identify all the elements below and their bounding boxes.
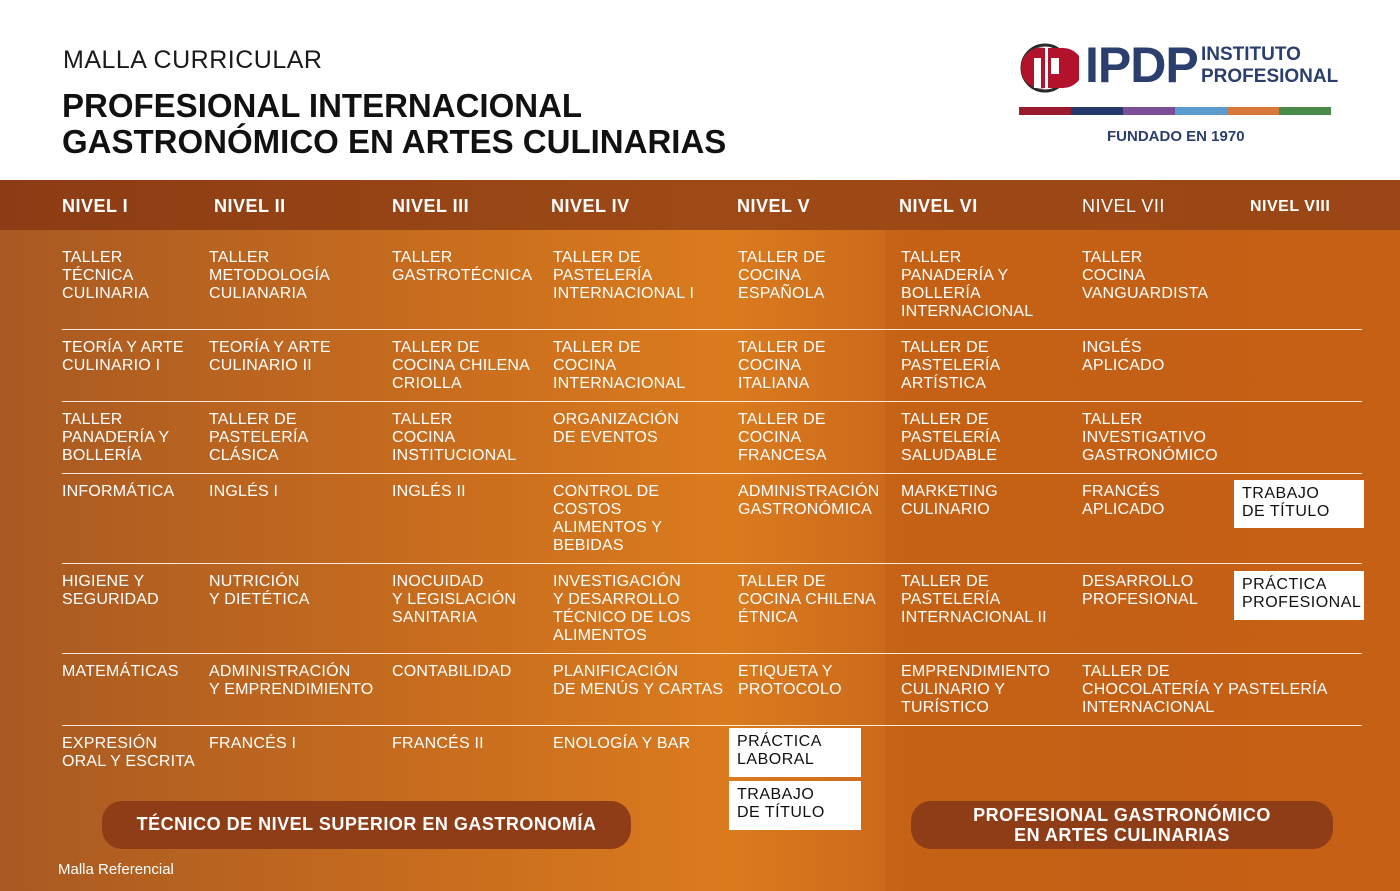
course-line: DE MENÚS Y CARTAS bbox=[553, 681, 724, 698]
course-line: GASTROTÉCNICA bbox=[392, 267, 533, 284]
course-line: TALLER DE bbox=[738, 339, 826, 356]
course-line: PANADERÍA Y bbox=[901, 267, 1009, 284]
course-cell bbox=[392, 573, 516, 627]
course-line: GASTRONÓMICA bbox=[738, 501, 872, 518]
course-line: EXPRESIÓN bbox=[62, 735, 158, 752]
course-line: COCINA bbox=[553, 357, 617, 374]
course-cell bbox=[901, 411, 1001, 465]
course-cell bbox=[1082, 483, 1165, 519]
course-line: TÉCNICA bbox=[62, 267, 134, 284]
course-line: PANADERÍA Y bbox=[62, 429, 170, 446]
row-divider bbox=[62, 401, 1362, 402]
course-line: PASTELERÍA bbox=[901, 429, 1001, 446]
course-line: CLÁSICA bbox=[209, 447, 279, 464]
course-line: TALLER bbox=[392, 411, 453, 428]
course-cell bbox=[62, 573, 159, 609]
page-title bbox=[62, 88, 726, 160]
course-cell bbox=[392, 339, 530, 393]
course-line: COCINA bbox=[392, 429, 456, 446]
course-cell bbox=[209, 663, 373, 699]
course-cell bbox=[1082, 663, 1328, 717]
logo-bar-segment bbox=[1227, 107, 1279, 115]
course-line: Y LEGISLACIÓN bbox=[392, 591, 517, 608]
pill-line: TÉCNICO DE NIVEL SUPERIOR EN GASTRONOMÍA bbox=[136, 814, 597, 834]
course-line: PASTELERÍA bbox=[901, 591, 1001, 608]
course-line: INTERNACIONAL bbox=[1082, 699, 1215, 716]
course-cell bbox=[901, 483, 998, 519]
course-cell bbox=[553, 483, 662, 555]
course-line: TÉCNICO DE LOS bbox=[553, 609, 691, 626]
levels-header-bar bbox=[0, 180, 1400, 230]
course-line: TALLER DE bbox=[392, 339, 480, 356]
box-line: PRÁCTICA bbox=[1242, 576, 1327, 593]
course-line: ARTÍSTICA bbox=[901, 375, 987, 392]
course-line: TALLER DE bbox=[738, 249, 826, 266]
logo-color-bar bbox=[1019, 107, 1331, 115]
course-line: BOLLERÍA bbox=[62, 447, 142, 464]
course-cell bbox=[738, 573, 876, 627]
course-line: COCINA CHILENA bbox=[392, 357, 530, 374]
course-line: PASTELERÍA bbox=[209, 429, 309, 446]
course-line: TALLER DE bbox=[901, 411, 989, 428]
ipdp-mark-icon bbox=[1015, 42, 1079, 94]
course-line: CULINARIO bbox=[901, 501, 990, 518]
course-line: FRANCÉS bbox=[1082, 483, 1160, 500]
title-line-1: PROFESIONAL INTERNACIONAL bbox=[62, 87, 583, 124]
course-line: COCINA CHILENA bbox=[738, 591, 876, 608]
course-line: SANITARIA bbox=[392, 609, 478, 626]
course-cell bbox=[62, 735, 195, 771]
course-cell bbox=[1082, 249, 1208, 303]
logo-name bbox=[1201, 44, 1338, 88]
course-line: INGLÉS II bbox=[392, 483, 466, 500]
course-line: METODOLOGÍA bbox=[209, 267, 331, 284]
logo-name-line-2: PROFESIONAL bbox=[1201, 66, 1339, 87]
level-header: NIVEL II bbox=[214, 196, 286, 216]
course-line: BOLLERÍA bbox=[901, 285, 981, 302]
course-line: DESARROLLO bbox=[1082, 573, 1194, 590]
course-cell bbox=[738, 483, 879, 519]
header bbox=[0, 0, 1400, 180]
level-header: NIVEL VIII bbox=[1250, 198, 1331, 215]
course-line: TALLER DE bbox=[1082, 663, 1170, 680]
course-cell bbox=[1082, 573, 1198, 609]
course-line: TALLER bbox=[209, 249, 270, 266]
course-line: TALLER DE bbox=[553, 339, 641, 356]
row-divider bbox=[62, 329, 1362, 330]
pill-line: EN ARTES CULINARIAS bbox=[1014, 825, 1230, 845]
box-line: DE TÍTULO bbox=[737, 804, 825, 821]
course-cell bbox=[553, 249, 694, 303]
course-line: TALLER bbox=[62, 249, 123, 266]
level-header: NIVEL VI bbox=[899, 196, 978, 216]
course-line: INTERNACIONAL bbox=[553, 375, 686, 392]
course-line: TALLER DE bbox=[209, 411, 297, 428]
course-line: TALLER DE bbox=[901, 339, 989, 356]
row-divider bbox=[62, 473, 1362, 474]
course-line: COCINA bbox=[738, 267, 802, 284]
course-cell bbox=[553, 735, 690, 753]
course-line: ALIMENTOS bbox=[553, 627, 647, 644]
row-divider bbox=[62, 563, 1362, 564]
course-line: DE EVENTOS bbox=[553, 429, 658, 446]
course-line: TURÍSTICO bbox=[901, 699, 990, 716]
course-line: CONTABILIDAD bbox=[392, 663, 512, 680]
course-line: ETIQUETA Y bbox=[738, 663, 833, 680]
course-cell bbox=[901, 339, 1001, 393]
course-line: CRIOLLA bbox=[392, 375, 462, 392]
course-line: INFORMÁTICA bbox=[62, 483, 175, 500]
course-line: CULIANARIA bbox=[209, 285, 308, 302]
course-cell bbox=[209, 339, 331, 375]
course-cell bbox=[901, 573, 1047, 627]
logo-founded: FUNDADO EN 1970 bbox=[1107, 128, 1245, 145]
course-line: SEGURIDAD bbox=[62, 591, 159, 608]
course-line: Y DIETÉTICA bbox=[209, 591, 310, 608]
course-line: PASTELERÍA bbox=[901, 357, 1001, 374]
title-line-2: GASTRONÓMICO EN ARTES CULINARIAS bbox=[62, 123, 727, 160]
course-line: COSTOS bbox=[553, 501, 622, 518]
course-line: ORGANIZACIÓN bbox=[553, 411, 679, 428]
logo-bar-segment bbox=[1175, 107, 1227, 115]
course-line: TALLER DE bbox=[553, 249, 641, 266]
course-line: PROFESIONAL bbox=[1082, 591, 1199, 608]
course-cell bbox=[392, 483, 466, 501]
course-cell bbox=[738, 663, 842, 699]
course-cell bbox=[209, 483, 278, 501]
level-header: NIVEL IV bbox=[551, 196, 630, 216]
course-cell bbox=[62, 339, 184, 375]
course-line: COCINA bbox=[738, 357, 802, 374]
logo-bar-segment bbox=[1019, 107, 1071, 115]
course-line: PASTELERÍA bbox=[553, 267, 653, 284]
ipdp-logo bbox=[1015, 37, 1339, 150]
course-line: Y DESARROLLO bbox=[553, 591, 680, 608]
course-cell bbox=[901, 663, 1050, 717]
course-cell bbox=[62, 483, 174, 501]
box-line: LABORAL bbox=[737, 751, 815, 768]
course-line: INTERNACIONAL I bbox=[553, 285, 695, 302]
course-line: ADMINISTRACIÓN bbox=[738, 483, 880, 500]
course-line: COCINA bbox=[1082, 267, 1146, 284]
course-line: INGLÉS I bbox=[209, 483, 279, 500]
course-line: INTERNACIONAL II bbox=[901, 609, 1047, 626]
course-line: PLANIFICACIÓN bbox=[553, 663, 679, 680]
box-line: TRABAJO bbox=[1242, 485, 1320, 502]
logo-acronym: IPDP bbox=[1085, 37, 1198, 93]
course-line: FRANCÉS I bbox=[209, 735, 297, 752]
box-trabajo-titulo-nivel8 bbox=[1234, 480, 1364, 528]
course-line: INVESTIGACIÓN bbox=[553, 573, 681, 590]
row-divider bbox=[62, 653, 1362, 654]
course-cell bbox=[209, 573, 310, 609]
box-line: DE TÍTULO bbox=[1242, 503, 1330, 520]
course-line: ENOLOGÍA Y BAR bbox=[553, 735, 691, 752]
course-cell bbox=[392, 663, 511, 681]
course-line: CULINARIO II bbox=[209, 357, 312, 374]
course-line: COCINA bbox=[738, 429, 802, 446]
course-cell bbox=[1082, 411, 1218, 465]
footer-note: Malla Referencial bbox=[58, 861, 174, 878]
course-line: INVESTIGATIVO bbox=[1082, 429, 1207, 446]
course-line: NUTRICIÓN bbox=[209, 573, 300, 590]
pill-line: PROFESIONAL GASTRONÓMICO bbox=[973, 805, 1271, 825]
box-practica-laboral-nivel5 bbox=[729, 728, 861, 777]
box-line: PRÁCTICA bbox=[737, 733, 822, 750]
course-line: TALLER bbox=[1082, 249, 1143, 266]
level-header: NIVEL III bbox=[392, 196, 470, 216]
logo-bar-segment bbox=[1123, 107, 1175, 115]
course-cell bbox=[553, 411, 679, 447]
course-line: FRANCÉS II bbox=[392, 735, 484, 752]
course-line: MATEMÁTICAS bbox=[62, 663, 179, 680]
course-cell bbox=[392, 735, 484, 753]
course-cell bbox=[392, 249, 532, 285]
course-cell bbox=[901, 249, 1033, 321]
course-line: FRANCESA bbox=[738, 447, 827, 464]
course-line: ÉTNICA bbox=[738, 609, 798, 626]
course-cell bbox=[738, 339, 826, 393]
course-line: ORAL Y ESCRITA bbox=[62, 753, 195, 770]
box-line: PROFESIONAL bbox=[1242, 594, 1362, 611]
course-line: HIGIENE Y bbox=[62, 573, 145, 590]
course-line: TALLER bbox=[1082, 411, 1143, 428]
course-line: TALLER DE bbox=[901, 573, 989, 590]
logo-bar-segment bbox=[1071, 107, 1123, 115]
row-divider bbox=[62, 725, 1362, 726]
level-header: NIVEL I bbox=[62, 196, 129, 216]
course-line: TALLER bbox=[62, 411, 123, 428]
course-line: GASTRONÓMICO bbox=[1082, 447, 1218, 464]
level-header: NIVEL V bbox=[737, 196, 811, 216]
course-cell bbox=[62, 411, 169, 465]
course-line: TALLER bbox=[901, 249, 962, 266]
course-line: ADMINISTRACIÓN bbox=[209, 663, 351, 680]
course-line: INGLÉS bbox=[1082, 339, 1142, 356]
box-practica-profesional-nivel8 bbox=[1234, 571, 1364, 620]
course-line: MARKETING bbox=[901, 483, 998, 500]
course-cell bbox=[553, 573, 691, 645]
course-line: TALLER DE bbox=[738, 411, 826, 428]
level-header: NIVEL VII bbox=[1082, 196, 1165, 216]
course-line: INOCUIDAD bbox=[392, 573, 484, 590]
course-cell bbox=[209, 735, 296, 753]
course-cell bbox=[62, 663, 179, 681]
course-line: PROTOCOLO bbox=[738, 681, 842, 698]
course-line: CONTROL DE bbox=[553, 483, 660, 500]
course-line: CULINARIA bbox=[62, 285, 150, 302]
pill-tecnico-nivel-superior bbox=[102, 801, 631, 849]
course-line: CULINARIO Y bbox=[901, 681, 1006, 698]
pill-profesional-gastronomico bbox=[911, 801, 1333, 849]
course-cell bbox=[738, 411, 827, 465]
course-line: APLICADO bbox=[1082, 501, 1165, 518]
course-line: TEORÍA Y ARTE bbox=[209, 339, 331, 356]
course-cell bbox=[1082, 339, 1165, 375]
course-cell bbox=[209, 411, 309, 465]
course-line: BEBIDAS bbox=[553, 537, 624, 554]
course-cell bbox=[209, 249, 330, 303]
course-cell bbox=[553, 339, 685, 393]
course-line: Y EMPRENDIMIENTO bbox=[209, 681, 374, 698]
box-trabajo-titulo-nivel5 bbox=[729, 781, 861, 830]
course-line: ESPAÑOLA bbox=[738, 285, 825, 302]
course-line: CHOCOLATERÍA Y PASTELERÍA bbox=[1082, 681, 1328, 698]
logo-bar-segment bbox=[1279, 107, 1331, 115]
course-line: INTERNACIONAL bbox=[901, 303, 1034, 320]
course-cell bbox=[553, 663, 723, 699]
course-line: TALLER bbox=[392, 249, 453, 266]
course-cell bbox=[62, 249, 149, 303]
course-line: INSTITUCIONAL bbox=[392, 447, 517, 464]
course-line: TALLER DE bbox=[738, 573, 826, 590]
course-line: EMPRENDIMIENTO bbox=[901, 663, 1051, 680]
course-line: SALUDABLE bbox=[901, 447, 998, 464]
course-line: APLICADO bbox=[1082, 357, 1165, 374]
course-line: ALIMENTOS Y bbox=[553, 519, 663, 536]
course-line: VANGUARDISTA bbox=[1082, 285, 1209, 302]
course-cell bbox=[738, 249, 826, 303]
course-line: ITALIANA bbox=[738, 375, 810, 392]
logo-name-line-1: INSTITUTO bbox=[1201, 44, 1301, 65]
course-line: CULINARIO I bbox=[62, 357, 161, 374]
box-line: TRABAJO bbox=[737, 786, 815, 803]
course-cell bbox=[392, 411, 516, 465]
course-line: TEORÍA Y ARTE bbox=[62, 339, 184, 356]
page-subtitle: MALLA CURRICULAR bbox=[63, 46, 323, 74]
